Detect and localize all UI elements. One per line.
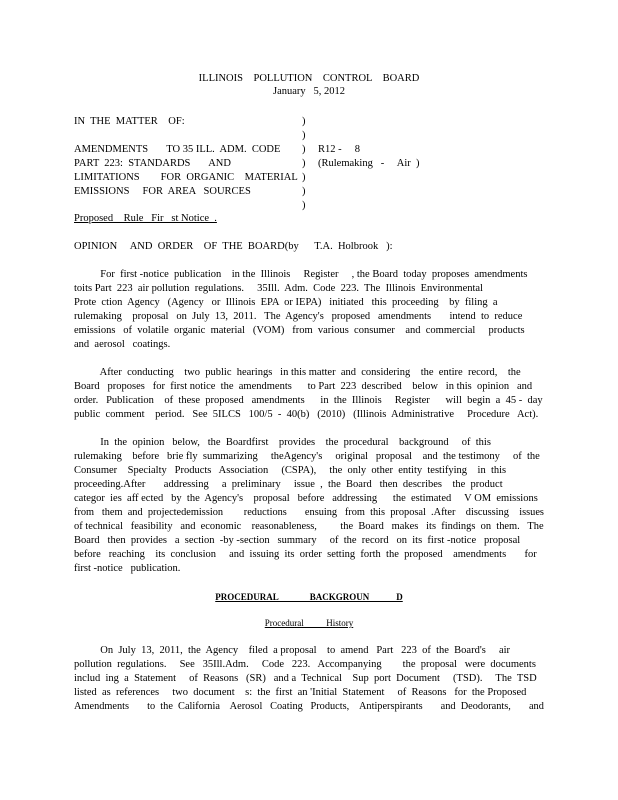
section-heading: PROCEDURAL BACKGROUN D [215, 592, 403, 602]
paragraph-line: and aerosol coatings. [74, 339, 171, 350]
paragraph-line: before reaching its conclusion and issuing its order setting forth the proposed amendments for [74, 549, 537, 560]
caption-left-line-5: LIMITATIONS FOR ORGANIC MATERIAL [74, 172, 298, 183]
paragraph-line: public comment period. See 5ILCS 100/5 - 40(b) (2010) (Illinois Administrative Procedure Act). [74, 409, 539, 420]
paragraph-line: categor ies aff ected by the Agency's proposal before addressing the estimated V OM emissions [74, 493, 538, 504]
paragraph-line: Board then provides a section -by -section summary of the record on its first -notice proposal [74, 535, 521, 546]
caption-paren: ) [302, 200, 306, 211]
board-name: ILLINOIS POLLUTION CONTROL BOARD [198, 73, 420, 84]
paragraph-line: Prote ction Agency (Agency or Illinois EPA or IEPA) initiated this proceeding by filing a [74, 297, 498, 308]
document-date: January 5, 2012 [272, 86, 346, 97]
caption-left-line-6: EMISSIONS FOR AREA SOURCES [74, 186, 251, 197]
paragraph-line: Board proposes for first notice the amendments to Part 223 described below in this opinion and [74, 381, 533, 392]
paragraph-line: After conducting two public hearings in this matter and considering the entire record, the [74, 367, 521, 378]
caption-paren: ) [302, 130, 306, 141]
paragraph-line: In the opinion below, the Boardfirst provides the procedural background of this [74, 437, 491, 448]
rulemaking-type: (Rulemaking - Air ) [318, 158, 420, 169]
paragraph-line: listed as references two document s: the first an 'Initial Statement of Reasons for the Proposed [74, 687, 527, 698]
paragraph-line: includ ing a Statement of Reasons (SR) and a Technical Sup port Document (TSD). The TSD [74, 673, 537, 684]
opinion-heading: OPINION AND ORDER OF THE BOARD(by T.A. Holbrook ): [74, 241, 393, 252]
paragraph-line: pollution regulations. See 35Ill.Adm. Code 223. Accompanying the proposal were documents [74, 659, 536, 670]
paragraph-line: toits Part 223 air pollution regulations. 35Ill. Adm. Code 223. The Illinois Environmental [74, 283, 483, 294]
paragraph-line: For first -notice publication in the Illinois Register , the Board today proposes amendments [74, 269, 528, 280]
paragraph-line: from them and projectedemission reductions ensuing from this proposal .After discussing issues [74, 507, 544, 518]
paragraph-line: rulemaking before brie fly summarizing theAgency's original proposal and the testimony of the [74, 451, 540, 462]
paragraph-line: order. Publication of these proposed amendments in the Illinois Register will begin a 45 - day [74, 395, 543, 406]
caption-paren: ) [302, 144, 306, 155]
caption-left-line-1: IN THE MATTER OF: [74, 116, 185, 127]
caption-paren: ) [302, 158, 306, 169]
paragraph-line: Consumer Specialty Products Association (CSPA), the only other entity testifying in this [74, 465, 507, 476]
caption-left-line-4: PART 223: STANDARDS AND [74, 158, 231, 169]
paragraph-line: of technical feasibility and economic reasonableness, the Board makes its findings on them. The [74, 521, 544, 532]
subsection-heading: Procedural History [264, 618, 354, 628]
caption-paren: ) [302, 186, 306, 197]
notice-title: Proposed Rule Fir st Notice . [74, 213, 217, 224]
caption-paren: ) [302, 116, 306, 127]
paragraph-line: Amendments to the California Aerosol Coating Products, Antiperspirants and Deodorants, and [74, 701, 544, 712]
paragraph-line: On July 13, 2011, the Agency filed a proposal to amend Part 223 of the Board's air [74, 645, 511, 656]
paragraph-line: first -notice publication. [74, 563, 181, 574]
paragraph-line: rulemaking proposal on July 13, 2011. The Agency's proposed amendments intend to reduce [74, 311, 523, 322]
paragraph-line: proceeding.After addressing a preliminary issue , the Board then describes the product [74, 479, 503, 490]
caption-paren: ) [302, 172, 306, 183]
paragraph-line: emissions of volatile organic material (VOM) from various consumer and commercial products [74, 325, 525, 336]
caption-left-line-3: AMENDMENTS TO 35 ILL. ADM. CODE [74, 144, 281, 155]
docket-number: R12 - 8 [318, 144, 360, 155]
